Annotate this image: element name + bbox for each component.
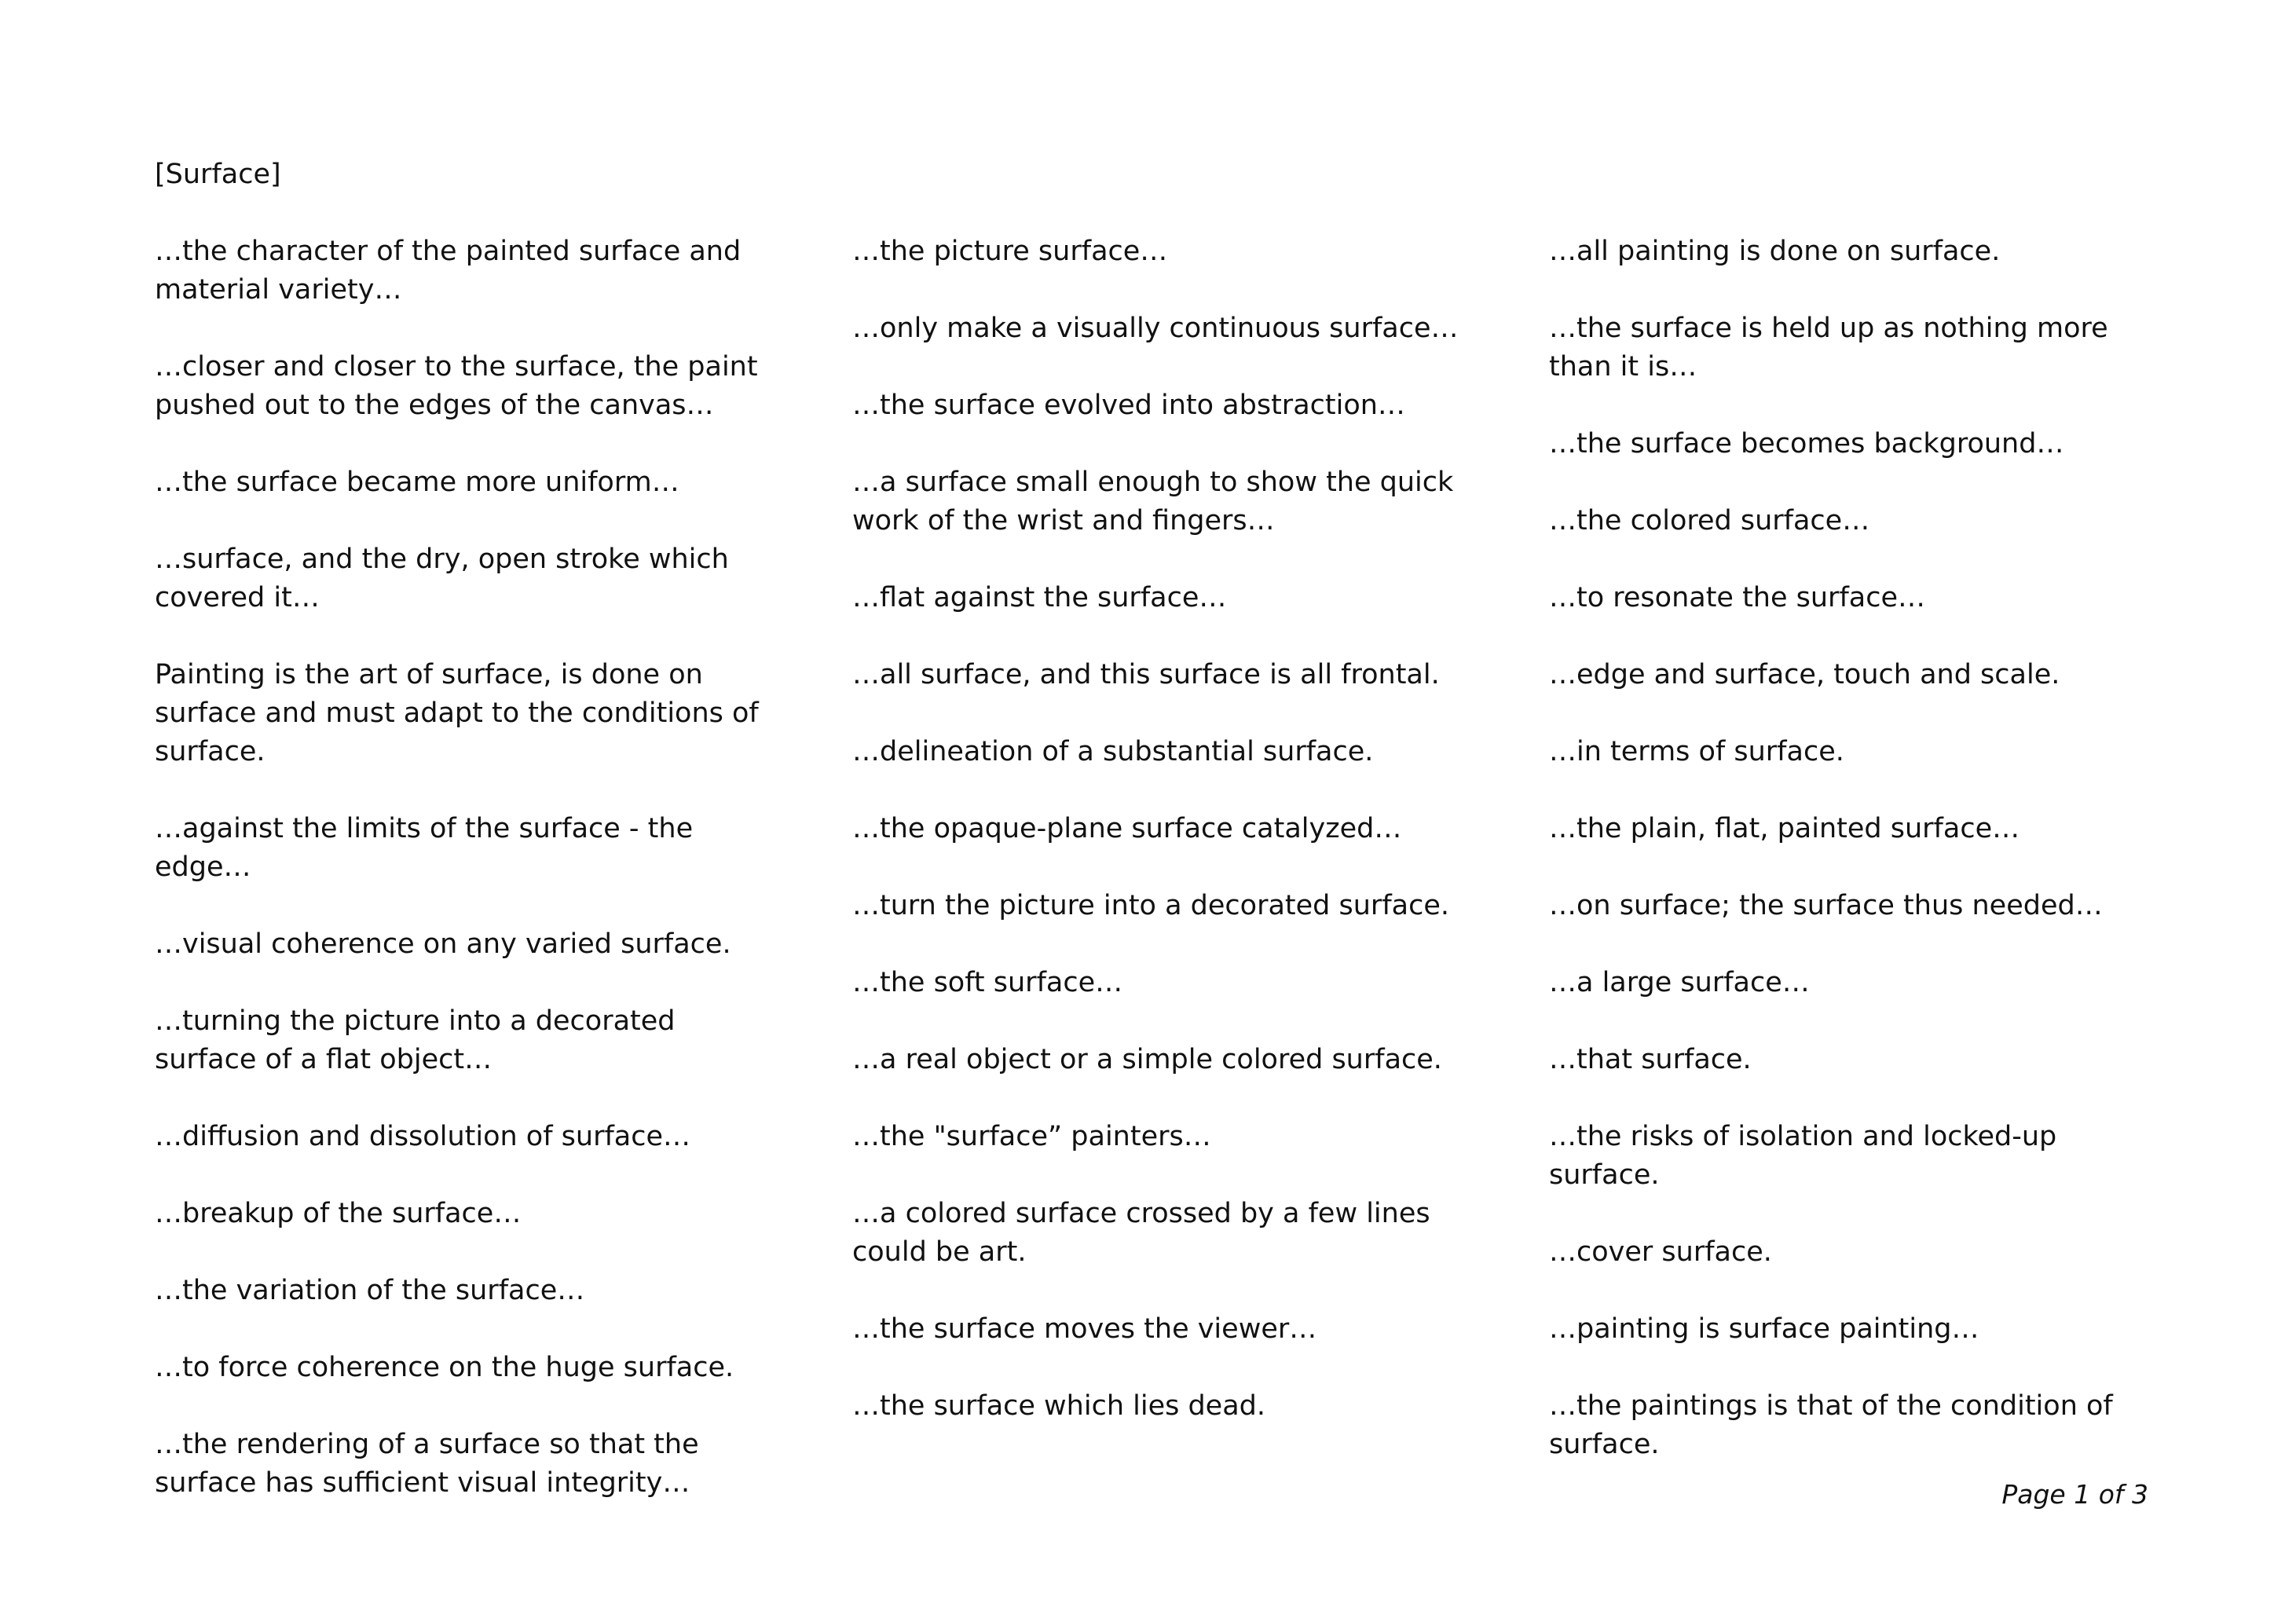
quote-entry: …edge and surface, touch and scale.	[1549, 659, 2060, 690]
quote-entry: …flat against the surface…	[852, 582, 1227, 613]
quote-entry: …the plain, flat, painted surface…	[1549, 813, 2020, 844]
quote-entry: …diffusion and dissolution of surface…	[155, 1121, 691, 1152]
quote-entry: …the variation of the surface…	[155, 1275, 585, 1306]
quote-entry: …painting is surface painting…	[1549, 1313, 1979, 1345]
quote-entry: …in terms of surface.	[1549, 736, 1844, 767]
quote-entry: …a colored surface crossed by a few lines could be art.	[852, 1198, 1430, 1268]
quote-entry: …all painting is done on surface.	[1549, 236, 2001, 267]
quote-entry: …the risks of isolation and locked-up surface.	[1549, 1121, 2057, 1191]
quote-entry: …the surface becomes background…	[1549, 428, 2064, 460]
quote-entry: …the surface evolved into abstraction…	[852, 390, 1405, 421]
quote-entry: …the rendering of a surface so that the surface has sufficient visual integrity…	[155, 1429, 699, 1499]
quote-entry: …visual coherence on any varied surface.	[155, 928, 731, 960]
quote-entry: …closer and closer to the surface, the paint pushed out to the edges of the canvas…	[155, 351, 758, 421]
quote-entry: …delineation of a substantial surface.	[852, 736, 1374, 767]
text-column-3	[1549, 232, 2170, 1503]
quote-entry: …a surface small enough to show the quick work of the wrist and fingers…	[852, 467, 1454, 536]
quote-entry: …the picture surface…	[852, 236, 1168, 267]
quote-entry: …the character of the painted surface and material variety…	[155, 236, 742, 306]
quote-entry: …the "surface” painters…	[852, 1121, 1211, 1152]
quote-entry: …the surface which lies dead.	[852, 1390, 1266, 1422]
quote-entry: …on surface; the surface thus needed…	[1549, 890, 2103, 921]
text-column-1	[155, 232, 775, 1541]
quote-entry: …only make a visually continuous surface…	[852, 313, 1459, 344]
quote-entry: …the soft surface…	[852, 967, 1123, 998]
quote-entry: …against the limits of the surface - the edge…	[155, 813, 694, 883]
text-column-2	[852, 232, 1465, 1464]
quote-entry: …to resonate the surface…	[1549, 582, 1925, 613]
quote-entry: …turning the picture into a decorated surface of a flat object…	[155, 1005, 676, 1075]
quote-entry: …the paintings is that of the condition of surface.	[1549, 1390, 2113, 1460]
quote-entry: …a real object or a simple colored surface.	[852, 1044, 1442, 1075]
quote-entry: …surface, and the dry, open stroke which covered it…	[155, 544, 729, 613]
quote-entry: …turn the picture into a decorated surface.	[852, 890, 1449, 921]
quote-entry: …the surface became more uniform…	[155, 467, 679, 498]
quote-entry: …all surface, and this surface is all frontal.	[852, 659, 1440, 690]
quote-entry: …cover surface.	[1549, 1236, 1772, 1268]
quote-entry: …the surface is held up as nothing more than it is…	[1549, 313, 2108, 383]
quote-entry: …to force coherence on the huge surface.	[155, 1352, 734, 1383]
quote-entry: …the surface moves the viewer…	[852, 1313, 1317, 1345]
quote-entry: …a large surface…	[1549, 967, 1810, 998]
document-heading: [Surface]	[155, 159, 281, 190]
quote-entry: …breakup of the surface…	[155, 1198, 522, 1229]
quote-entry: …the opaque-plane surface catalyzed…	[852, 813, 1402, 844]
quote-entry: …the colored surface…	[1549, 505, 1870, 536]
quote-entry: Painting is the art of surface, is done on surface and must adapt to the conditions of surface.	[155, 659, 759, 767]
quote-entry: …that surface.	[1549, 1044, 1752, 1075]
page-number: Page 1 of 3	[2001, 1479, 2148, 1510]
